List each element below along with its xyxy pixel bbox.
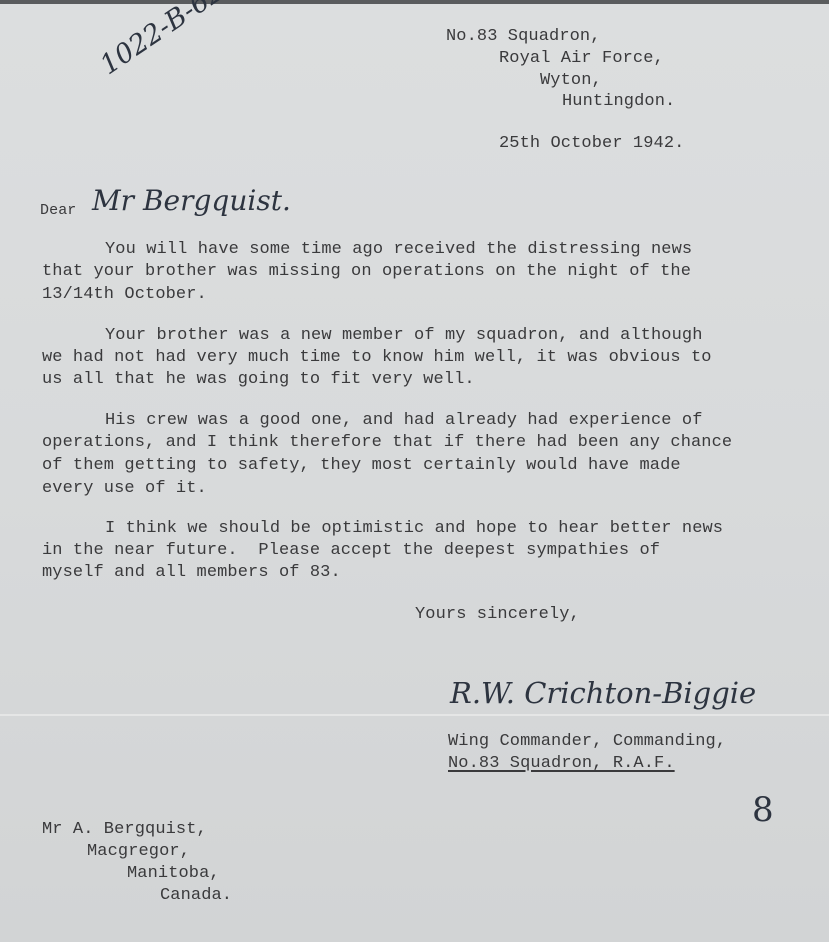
recipient-line: Manitoba, xyxy=(127,864,220,883)
address-line: No.83 Squadron, xyxy=(446,27,601,46)
body-line: of them getting to safety, they most certainly would have made xyxy=(42,456,681,475)
address-line: Huntingdon. xyxy=(562,92,676,111)
handwritten-page-mark: 8 xyxy=(752,790,774,830)
recipient-line: Macgregor, xyxy=(87,842,191,861)
body-line: every use of it. xyxy=(42,479,207,498)
signatory-title: Wing Commander, Commanding, xyxy=(448,732,727,751)
body-line: I think we should be optimistic and hope to hear better news xyxy=(105,519,724,538)
body-line: we had not had very much time to know him well, it was obvious to xyxy=(42,348,712,367)
letter-date: 25th October 1942. xyxy=(499,134,685,153)
body-line: Your brother was a new member of my squadron, and although xyxy=(105,326,703,345)
body-line: us all that he was going to fit very well. xyxy=(42,370,475,389)
body-line: His crew was a good one, and had already had experience of xyxy=(105,411,703,430)
body-line: 13/14th October. xyxy=(42,285,207,304)
recipient-line: Mr A. Bergquist, xyxy=(42,820,207,839)
recipient-line: Canada. xyxy=(160,886,233,905)
signatory-unit: No.83 Squadron, R.A.F. xyxy=(448,754,675,773)
handwritten-signature: R.W. Crichton-Biggie xyxy=(450,676,757,710)
address-line: Wyton, xyxy=(540,71,602,90)
body-line: myself and all members of 83. xyxy=(42,563,341,582)
handwritten-salutation-name: Mr Bergquist. xyxy=(92,184,291,217)
body-line: operations, and I think therefore that if there had been any chance xyxy=(42,433,733,452)
body-line: You will have some time ago received the distressing news xyxy=(105,240,693,259)
salutation-prefix: Dear xyxy=(40,202,77,219)
paper-fold xyxy=(0,714,829,716)
closing: Yours sincerely, xyxy=(415,605,580,624)
body-line: that your brother was missing on operations on the night of the xyxy=(42,262,692,281)
body-line: in the near future. Please accept the deepest sympathies of xyxy=(42,541,661,560)
address-line: Royal Air Force, xyxy=(499,49,664,68)
